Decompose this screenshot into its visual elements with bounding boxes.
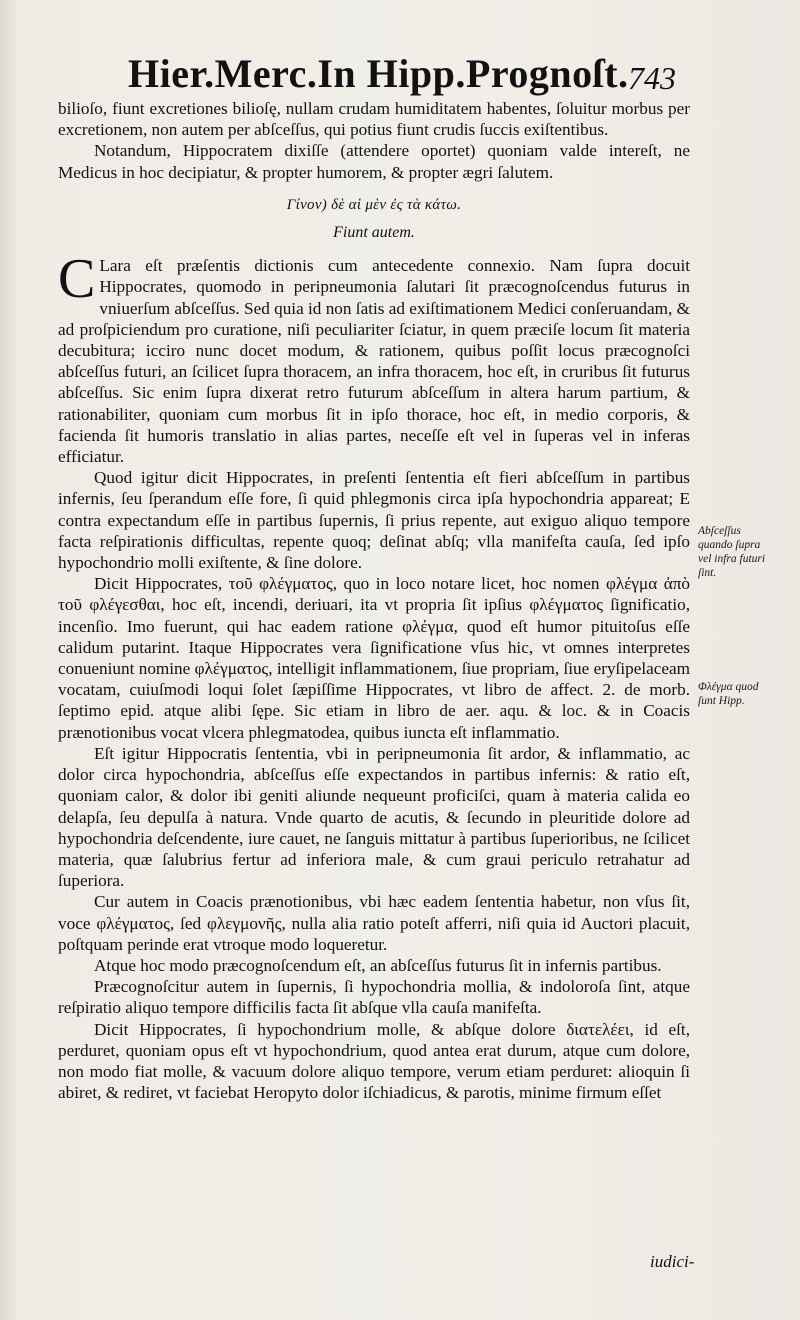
main-text	[58, 98, 690, 1103]
commentary-paragraph: Cur autem in Coacis prænotionibus, vbi hæc eadem ſententia habetur, non vſus ſit, voce φλέγματος, ſed φλεγμονῆς, nulla alia ratio poteſt afferri, niſi quia id Auctori placuit, poſtquam perinde erat vtroque modo loqueretur.	[58, 892, 690, 954]
drop-cap: C	[58, 248, 96, 311]
commentary-paragraph	[58, 248, 690, 467]
commentary-paragraph: Eſt igitur Hippocratis ſententia, vbi in peripneumonia ſit ardor, & inflammatio, ac dolor circa hypochondria, abſceſſus eſſe expectandos in partibus infernis: & ratio eſt, quoniam calor, & dolor ibi geniti aliunde nequeunt proficiſci, quam à materia calida eo delapſa, ſeu depulſa à natura. Vnde quarto de acutis, & ſecundo in pleuritide dolore ad hypochondria deſcendente, iure cauet, ne ſanguis mittatur à partibus ſuperioribus, ne ſcilicet materia, quæ ſalubrius fertur ad inferiora male, & cum graui periculo retrahatur ad ſuperiora.	[58, 743, 690, 891]
lemma-latin: Fiunt autem.	[333, 224, 415, 242]
commentary-paragraph: Præcognoſcitur autem in ſupernis, ſi hypochondria mollia, & indoloroſa ſint, atque reſpiratio aliquo tempore difficilis facta ſit abſque vlla cauſa manifeſta.	[58, 977, 690, 1018]
paragraph: Notandum, Hippocratem dixiſſe (attendere oportet) quoniam valde intereſt, ne Medicus in hoc decipiatur, & propter humorem, & propter ægri ſalutem.	[58, 141, 690, 182]
commentary-paragraph: Dicit Hippocrates, τοῦ φλέγματος, quo in loco notare licet, hoc nomen φλέγμα ἀπὸ τοῦ φλέγεσθαι, hoc eſt, incendi, deriuari, ita vt propria ſit ipſius φλέγματος ſignificatio, incenſio. Imo fuerunt, qui hac eadem ratione φλέγμα, quod eſt humor pituitoſus eſſe calidum putarint. Itaque Hippocrates vera ſignificatione vſus hic, vt omnes interpretes conueniunt nomine φλέγματος, intelligit inflammationem, ſiue propriam, ſiue eryſipelaceam vocatam, cuiuſmodi loqui ſolet ſæpiſſime Hippocrates, vt libro de affect. 2. de morb. ſeptimo epid. atque alibi ſępe. Sic etiam in libro de aer. aqu. & loc. & in Coacis prænotionibus vocat vlcera phlegmatodea, quibus iuncta eſt inflammatio.	[58, 574, 690, 742]
page-header	[0, 48, 800, 104]
commentary-paragraph: Atque hoc modo præcognoſcendum eſt, an abſceſſus futurus ſit in infernis partibus.	[94, 955, 662, 975]
margin-note: Φλέγμα quod ſunt Hipp.	[698, 681, 759, 707]
margin-note: Abſceſſus quando ſupra vel infra futuri ſint.	[698, 525, 766, 579]
running-title: Hier.Merc.In Hipp.Prognoſt.	[128, 51, 629, 96]
commentary-paragraph: Quod igitur dicit Hippocrates, in preſenti ſententia eſt fieri abſceſſum in partibus infernis, ſeu ſperandum eſſe fore, ſi quid phlegmonis circa ipſa hypochondria appareat; E contra expectandum eſſe in partibus ſupernis, ſi prius repente, aut exiguo aliquo tempore facta reſpirationis difficultas, repente quoq; deſinat abſq; vlla manifeſta cauſa, ſed ipſo hypochondrio molli exiſtente, & ſine dolore.	[58, 468, 690, 573]
lemma-greek: Γίνον) δὲ αἱ μὲν ἐς τὰ κάτω.	[286, 196, 462, 213]
paragraph: bilioſo, fiunt excretiones bilioſę, nullam crudam humiditatem habentes, ſoluitur morbus per excretionem, non autem per abſceſſus, qui potius fiunt crudis ſuccis exiſtentibus.	[58, 99, 690, 140]
commentary-paragraph: Dicit Hippocrates, ſi hypochondrium molle, & abſque dolore διατελέει, id eſt, perduret, quoniam opus eſt vt hypochondrium, quod antea erat durum, atque cum dolore, non modo fiat molle, & vacuum dolore aliquo tempore, verum etiam perduret: alioquin ſi abiret, & rediret, vt faciebat Heropyto dolor iſchiadicus, & parotis, minime firmum eſſet	[58, 1019, 690, 1103]
commentary-text: Lara eſt præſentis dictionis cum antecedente connexio. Nam ſupra docuit Hippocrates, quomodo in peripneumonia ſalutari ſit præcognoſcendus futurus in vniuerſum abſceſſus. Sed quia id non ſatis ad exiſtimationem Medici conſeruandam, & ad proſpiciendum pro curatione, niſi peculiariter ſciatur, in quem præciſe locum ſit materia decubitura; icciro nunc docet modum, & rationem, quibus poſſit locus præcognoſci abſceſſus futuri, an ſcilicet ſupra thoracem, an infra thoracem, hoc eſt, in cruribus ſit futurus abſceſſus. Sic enim ſupra dixerat retro futurum abſceſſum in altera harum partium, & rationabiliter, quoniam cum morbus ſit in ipſo thorace, hoc eſt, in medio corporis, & facienda ſit humoris translatio in alias partes, neceſſe eſt vel in ſuperas vel in inferas efficiatur.	[58, 256, 690, 467]
catchword: iudici-	[650, 1252, 695, 1271]
page-number: 743	[628, 60, 676, 96]
